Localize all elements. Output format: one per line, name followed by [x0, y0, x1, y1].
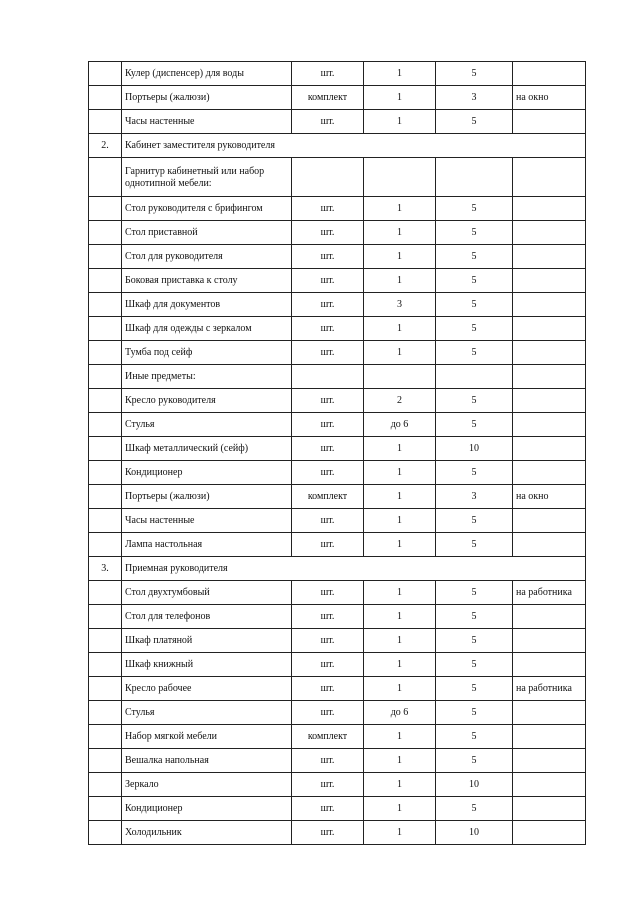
quantity-cell: 1: [364, 749, 436, 773]
quantity-cell: 1: [364, 437, 436, 461]
item-name-cell: Портьеры (жалюзи): [122, 86, 292, 110]
service-life-cell: 5: [436, 413, 513, 437]
item-name-cell: Гарнитур кабинетный или набор однотипной мебели:: [122, 158, 292, 197]
row-number-cell: [89, 110, 122, 134]
unit-cell: шт.: [292, 509, 364, 533]
item-name-cell: Шкаф металлический (сейф): [122, 437, 292, 461]
item-name-cell: Вешалка напольная: [122, 749, 292, 773]
row-number-cell: [89, 86, 122, 110]
service-life-cell: 5: [436, 797, 513, 821]
item-name-cell: Кресло рабочее: [122, 677, 292, 701]
service-life-cell: 5: [436, 605, 513, 629]
service-life-cell: 5: [436, 653, 513, 677]
section-title: Приемная руководителя: [122, 557, 586, 581]
quantity-cell: 1: [364, 269, 436, 293]
unit-cell: комплект: [292, 725, 364, 749]
table-row: [89, 533, 586, 557]
row-number-cell: [89, 821, 122, 845]
table-row: [89, 197, 586, 221]
unit-cell: шт.: [292, 245, 364, 269]
service-life-cell: 3: [436, 86, 513, 110]
unit-cell: комплект: [292, 485, 364, 509]
quantity-cell: 1: [364, 221, 436, 245]
note-cell: [513, 221, 586, 245]
row-number-cell: [89, 341, 122, 365]
service-life-cell: 5: [436, 293, 513, 317]
table-row: [89, 245, 586, 269]
quantity-cell: 1: [364, 86, 436, 110]
quantity-cell: 1: [364, 677, 436, 701]
note-cell: на окно: [513, 485, 586, 509]
service-life-cell: 5: [436, 581, 513, 605]
service-life-cell: 5: [436, 725, 513, 749]
item-name-cell: Стол руководителя с брифингом: [122, 197, 292, 221]
row-number-cell: [89, 158, 122, 197]
row-number-cell: [89, 605, 122, 629]
section-number: 2.: [89, 134, 122, 158]
note-cell: [513, 158, 586, 197]
item-name-cell: Кондиционер: [122, 797, 292, 821]
item-name-cell: Стол двухтумбовый: [122, 581, 292, 605]
service-life-cell: [436, 158, 513, 197]
note-cell: [513, 437, 586, 461]
unit-cell: шт.: [292, 581, 364, 605]
row-number-cell: [89, 413, 122, 437]
row-number-cell: [89, 725, 122, 749]
section-number: 3.: [89, 557, 122, 581]
unit-cell: шт.: [292, 413, 364, 437]
note-cell: [513, 821, 586, 845]
item-name-cell: Стол для телефонов: [122, 605, 292, 629]
table-row: [89, 653, 586, 677]
service-life-cell: 10: [436, 821, 513, 845]
item-name-cell: Шкаф книжный: [122, 653, 292, 677]
service-life-cell: 3: [436, 485, 513, 509]
service-life-cell: 5: [436, 317, 513, 341]
unit-cell: комплект: [292, 86, 364, 110]
note-cell: [513, 461, 586, 485]
row-number-cell: [89, 773, 122, 797]
quantity-cell: 1: [364, 461, 436, 485]
note-cell: [513, 629, 586, 653]
row-number-cell: [89, 629, 122, 653]
row-number-cell: [89, 509, 122, 533]
note-cell: [513, 773, 586, 797]
table-row: [89, 158, 586, 197]
unit-cell: шт.: [292, 653, 364, 677]
quantity-cell: 1: [364, 341, 436, 365]
item-name-cell: Зеркало: [122, 773, 292, 797]
unit-cell: шт.: [292, 773, 364, 797]
item-name-cell: Иные предметы:: [122, 365, 292, 389]
quantity-cell: 1: [364, 197, 436, 221]
furniture-norms-table: [88, 61, 586, 845]
service-life-cell: 5: [436, 389, 513, 413]
service-life-cell: 5: [436, 461, 513, 485]
table-row: [89, 509, 586, 533]
table-row: [89, 485, 586, 509]
quantity-cell: 1: [364, 605, 436, 629]
table-row: [89, 413, 586, 437]
quantity-cell: 1: [364, 581, 436, 605]
quantity-cell: 1: [364, 62, 436, 86]
table-row: [89, 437, 586, 461]
quantity-cell: 1: [364, 797, 436, 821]
service-life-cell: 5: [436, 749, 513, 773]
table-row: [89, 581, 586, 605]
row-number-cell: [89, 797, 122, 821]
section-title: Кабинет заместителя руководителя: [122, 134, 586, 158]
table-row: [89, 341, 586, 365]
quantity-cell: 1: [364, 110, 436, 134]
row-number-cell: [89, 677, 122, 701]
section-row: [89, 557, 586, 581]
item-name-cell: Стулья: [122, 413, 292, 437]
unit-cell: шт.: [292, 461, 364, 485]
quantity-cell: 3: [364, 293, 436, 317]
unit-cell: шт.: [292, 269, 364, 293]
service-life-cell: 5: [436, 533, 513, 557]
unit-cell: шт.: [292, 749, 364, 773]
row-number-cell: [89, 293, 122, 317]
item-name-cell: Стол для руководителя: [122, 245, 292, 269]
row-number-cell: [89, 269, 122, 293]
table-row: [89, 317, 586, 341]
unit-cell: шт.: [292, 389, 364, 413]
unit-cell: шт.: [292, 317, 364, 341]
service-life-cell: 5: [436, 197, 513, 221]
table-row: [89, 221, 586, 245]
quantity-cell: до 6: [364, 701, 436, 725]
unit-cell: шт.: [292, 629, 364, 653]
item-name-cell: Стол приставной: [122, 221, 292, 245]
row-number-cell: [89, 581, 122, 605]
unit-cell: [292, 365, 364, 389]
quantity-cell: [364, 158, 436, 197]
row-number-cell: [89, 701, 122, 725]
service-life-cell: 5: [436, 62, 513, 86]
note-cell: на окно: [513, 86, 586, 110]
note-cell: [513, 389, 586, 413]
row-number-cell: [89, 437, 122, 461]
item-name-cell: Часы настенные: [122, 110, 292, 134]
unit-cell: шт.: [292, 221, 364, 245]
item-name-cell: Холодильник: [122, 821, 292, 845]
unit-cell: шт.: [292, 110, 364, 134]
row-number-cell: [89, 653, 122, 677]
item-name-cell: Тумба под сейф: [122, 341, 292, 365]
table-row: [89, 110, 586, 134]
item-name-cell: Часы настенные: [122, 509, 292, 533]
row-number-cell: [89, 62, 122, 86]
unit-cell: шт.: [292, 437, 364, 461]
service-life-cell: 10: [436, 437, 513, 461]
note-cell: [513, 62, 586, 86]
table-row: [89, 605, 586, 629]
note-cell: [513, 245, 586, 269]
note-cell: на работника: [513, 677, 586, 701]
note-cell: [513, 605, 586, 629]
row-number-cell: [89, 461, 122, 485]
row-number-cell: [89, 317, 122, 341]
item-name-cell: Кондиционер: [122, 461, 292, 485]
note-cell: [513, 653, 586, 677]
note-cell: [513, 749, 586, 773]
section-row: [89, 134, 586, 158]
item-name-cell: Кулер (диспенсер) для воды: [122, 62, 292, 86]
quantity-cell: 1: [364, 317, 436, 341]
service-life-cell: 5: [436, 701, 513, 725]
quantity-cell: 2: [364, 389, 436, 413]
unit-cell: шт.: [292, 797, 364, 821]
note-cell: [513, 533, 586, 557]
note-cell: на работника: [513, 581, 586, 605]
item-name-cell: Кресло руководителя: [122, 389, 292, 413]
service-life-cell: 5: [436, 677, 513, 701]
table-row: [89, 461, 586, 485]
unit-cell: шт.: [292, 533, 364, 557]
quantity-cell: 1: [364, 629, 436, 653]
note-cell: [513, 269, 586, 293]
item-name-cell: Боковая приставка к столу: [122, 269, 292, 293]
item-name-cell: Портьеры (жалюзи): [122, 485, 292, 509]
unit-cell: шт.: [292, 677, 364, 701]
note-cell: [513, 293, 586, 317]
note-cell: [513, 197, 586, 221]
unit-cell: шт.: [292, 197, 364, 221]
table-row: [89, 677, 586, 701]
service-life-cell: 5: [436, 629, 513, 653]
service-life-cell: 5: [436, 245, 513, 269]
unit-cell: шт.: [292, 293, 364, 317]
unit-cell: шт.: [292, 821, 364, 845]
unit-cell: [292, 158, 364, 197]
table-row: [89, 365, 586, 389]
quantity-cell: 1: [364, 485, 436, 509]
unit-cell: шт.: [292, 605, 364, 629]
service-life-cell: 5: [436, 221, 513, 245]
row-number-cell: [89, 221, 122, 245]
quantity-cell: 1: [364, 773, 436, 797]
table-row: [89, 269, 586, 293]
note-cell: [513, 341, 586, 365]
table-body: [89, 62, 586, 845]
table-row: [89, 629, 586, 653]
note-cell: [513, 413, 586, 437]
row-number-cell: [89, 245, 122, 269]
note-cell: [513, 509, 586, 533]
unit-cell: шт.: [292, 341, 364, 365]
note-cell: [513, 365, 586, 389]
quantity-cell: 1: [364, 245, 436, 269]
quantity-cell: 1: [364, 725, 436, 749]
item-name-cell: Шкаф для одежды с зеркалом: [122, 317, 292, 341]
item-name-cell: Шкаф для документов: [122, 293, 292, 317]
row-number-cell: [89, 533, 122, 557]
item-name-cell: Шкаф платяной: [122, 629, 292, 653]
table-row: [89, 797, 586, 821]
service-life-cell: 5: [436, 110, 513, 134]
row-number-cell: [89, 749, 122, 773]
quantity-cell: 1: [364, 533, 436, 557]
quantity-cell: 1: [364, 653, 436, 677]
unit-cell: шт.: [292, 62, 364, 86]
service-life-cell: 10: [436, 773, 513, 797]
unit-cell: шт.: [292, 701, 364, 725]
note-cell: [513, 725, 586, 749]
quantity-cell: 1: [364, 821, 436, 845]
service-life-cell: [436, 365, 513, 389]
service-life-cell: 5: [436, 509, 513, 533]
table-row: [89, 821, 586, 845]
table-row: [89, 293, 586, 317]
note-cell: [513, 317, 586, 341]
row-number-cell: [89, 485, 122, 509]
row-number-cell: [89, 197, 122, 221]
note-cell: [513, 797, 586, 821]
quantity-cell: до 6: [364, 413, 436, 437]
quantity-cell: [364, 365, 436, 389]
row-number-cell: [89, 365, 122, 389]
table-row: [89, 773, 586, 797]
table-row: [89, 62, 586, 86]
row-number-cell: [89, 389, 122, 413]
service-life-cell: 5: [436, 269, 513, 293]
note-cell: [513, 701, 586, 725]
table-row: [89, 389, 586, 413]
quantity-cell: 1: [364, 509, 436, 533]
table-row: [89, 749, 586, 773]
note-cell: [513, 110, 586, 134]
item-name-cell: Набор мягкой мебели: [122, 725, 292, 749]
table-row: [89, 86, 586, 110]
item-name-cell: Лампа настольная: [122, 533, 292, 557]
service-life-cell: 5: [436, 341, 513, 365]
table-row: [89, 701, 586, 725]
table-row: [89, 725, 586, 749]
item-name-cell: Стулья: [122, 701, 292, 725]
